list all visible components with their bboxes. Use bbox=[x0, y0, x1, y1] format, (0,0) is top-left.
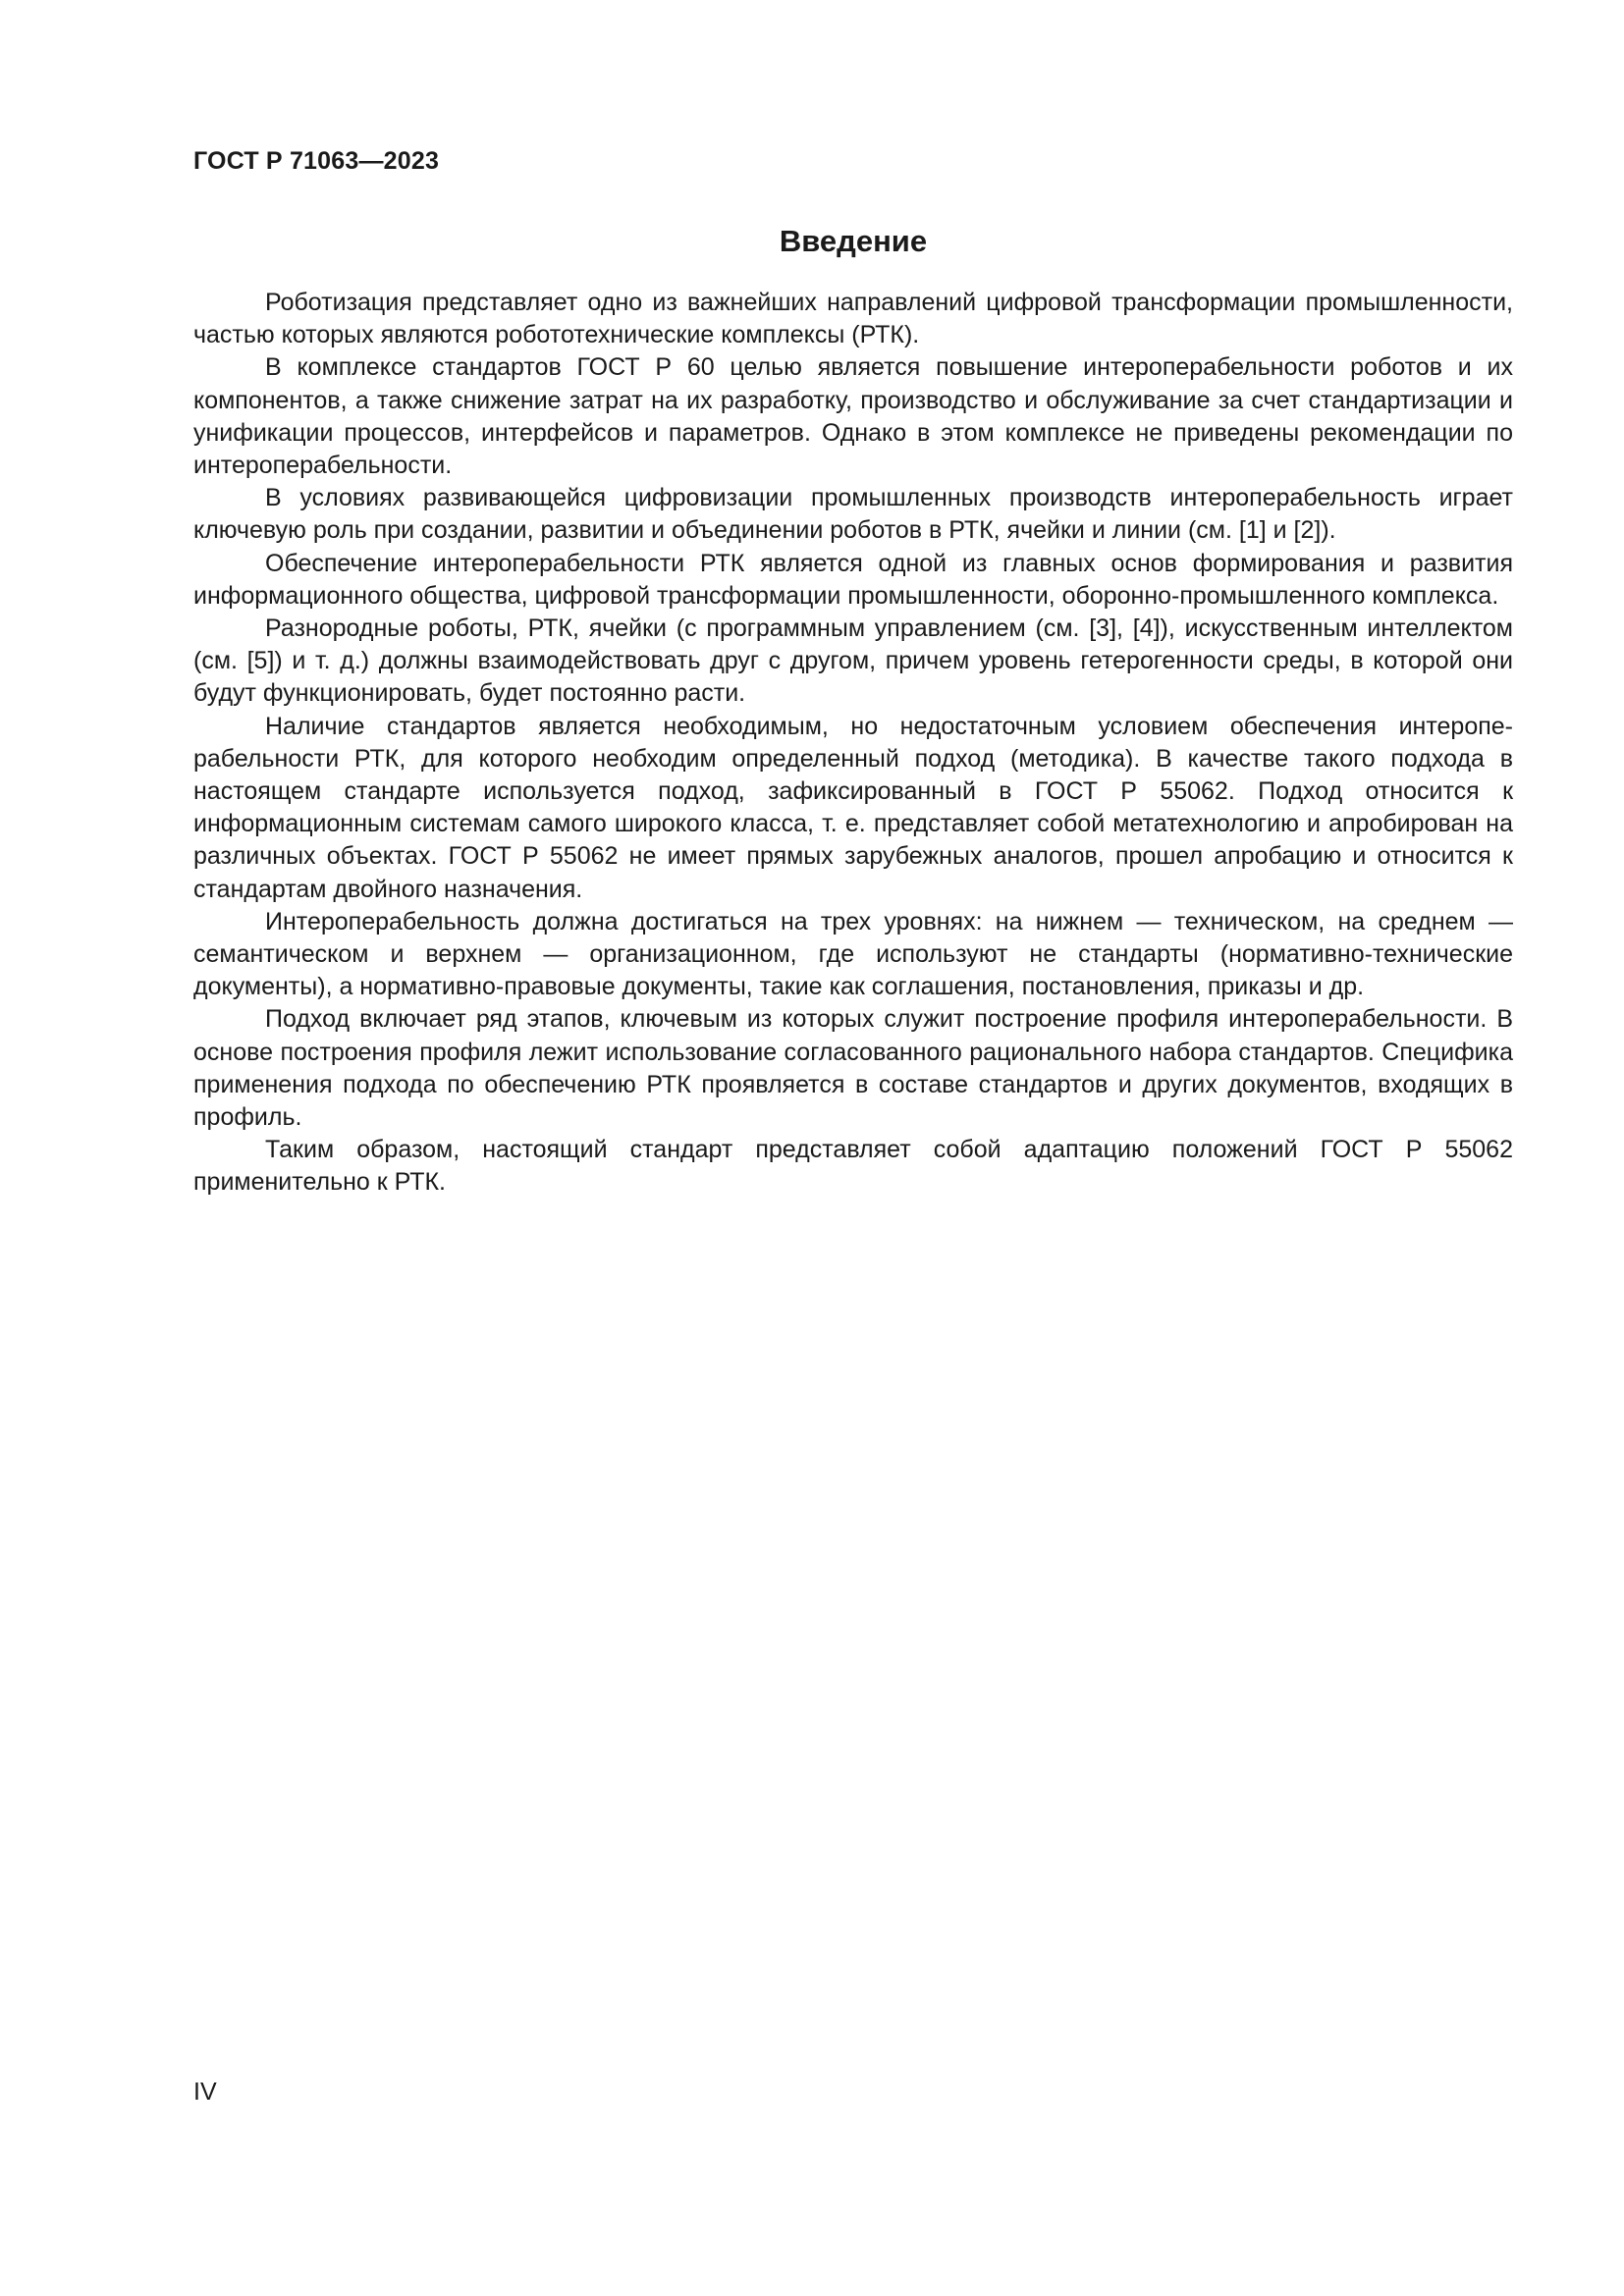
paragraph: Таким образом, настоящий стандарт представляет собой адаптацию положений ГОСТ Р 55062 применительно к РТК. bbox=[193, 1136, 1513, 1197]
document-code-header: ГОСТ Р 71063—2023 bbox=[193, 147, 440, 175]
section-title: Введение bbox=[779, 224, 928, 258]
paragraph: Обеспечение интероперабельности РТК является одной из главных основ формирования и развития информационного общества, цифровой трансформации промышленности, оборонно-промышленного комплекса. bbox=[193, 549, 1513, 610]
paragraph: В условиях развивающейся цифровизации промышленных производств интероперабельность играет ключевую роль при создании, развитии и объединении роботов в РТК, ячейки и линии (см. [1] и [2]). bbox=[193, 484, 1513, 545]
paragraph: В комплексе стандартов ГОСТ Р 60 целью является повышение интероперабельности роботов и их компонентов, а также снижение затрат на их разработку, производство и обслуживание за счет стандартизации и унификации процессов, интерфейсов и параметров. Однако в этом комплексе не приведены рекомендации по интероперабельности. bbox=[193, 353, 1513, 480]
paragraph: Подход включает ряд этапов, ключевым из которых служит построение профиля интероперабельности. В основе построения профиля лежит использование согласованного рационального набора стандартов. Специфика применения подхода по обеспечению РТК проявляется в составе стандартов и других документов, входящих в профиль. bbox=[193, 1005, 1513, 1132]
paragraph: Разнородные роботы, РТК, ячейки (с программным управлением (см. [3], [4]), искусственным интеллектом (см. [5]) и т. д.) должны взаимодействовать друг с другом, причем уровень гетерогенности среды, в которой они будут функционировать, будет постоянно расти. bbox=[193, 614, 1513, 708]
paragraph: Интероперабельность должна достигаться на трех уровнях: на нижнем — техническом, на среднем — семантическом и верхнем — организационном, где используют не стандарты (нормативно-технические документы), а нормативно-правовые документы, такие как соглашения, постановления, приказы и др. bbox=[193, 907, 1513, 1001]
paragraph: Роботизация представляет одно из важнейших направлений цифровой трансформации промышленности, частью которых являются робототехнические комплексы (РТК). bbox=[193, 289, 1513, 349]
page-number: IV bbox=[193, 2078, 217, 2106]
introduction-body bbox=[193, 287, 1513, 1200]
paragraph: Наличие стандартов является необходимым, но недостаточным условием обеспечения интероперабельности РТК, для которого необходим определенный подход (методика). В качестве такого подхода в настоящем стандарте используется подход, зафиксированный в ГОСТ Р 55062. Подход относится к информационным системам самого широкого класса, т. е. представляет собой метатехнологию и апробирован на различных объектах. ГОСТ Р 55062 не имеет прямых зарубежных аналогов, прошел апробацию и относится к стандартам двойного назначения. bbox=[193, 712, 1513, 903]
